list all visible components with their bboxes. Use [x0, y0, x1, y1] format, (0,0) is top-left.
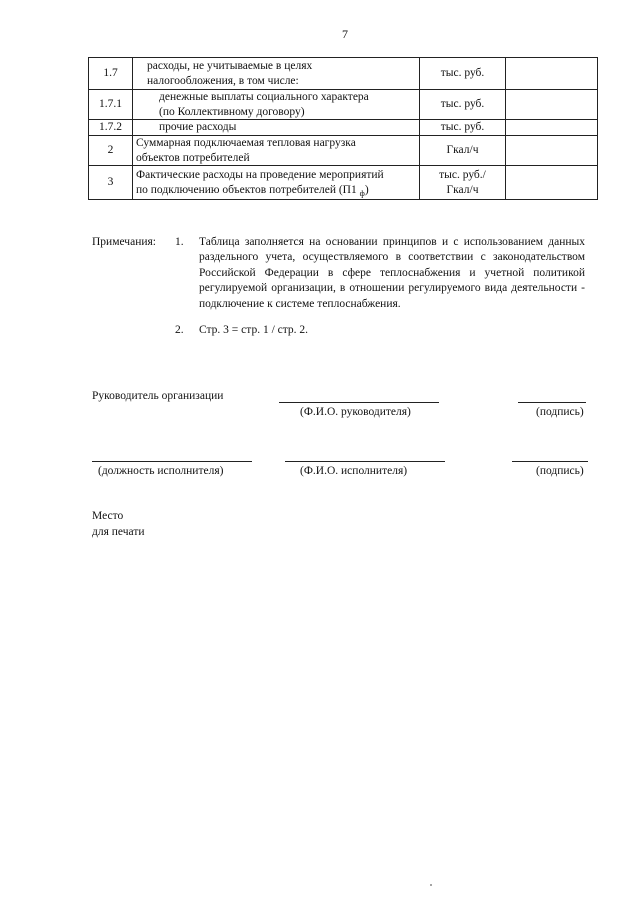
table-row [89, 90, 598, 120]
row-number: 2 [89, 136, 133, 166]
row-name: денежные выплаты социального характера (по Коллективному договору) [133, 90, 420, 120]
table-row [89, 120, 598, 136]
head-fio-line [279, 402, 439, 403]
executor-fio-line [285, 461, 445, 462]
row-name: Суммарная подключаемая тепловая нагрузка объектов потребителей [133, 136, 420, 166]
executor-fio-caption: (Ф.И.О. исполнителя) [300, 465, 408, 477]
row-name: Фактические расходы на проведение мероприятий по подключению объектов потребителей (П1 $_ф$) [133, 166, 420, 200]
row-number: 3 [89, 166, 133, 200]
note-number: 2. [175, 324, 184, 336]
head-fio-caption: (Ф.И.О. руководителя) [300, 406, 411, 418]
executor-sign-caption: (подпись) [536, 465, 584, 477]
scan-speck [430, 884, 432, 886]
row-number: 1.7.1 [89, 90, 133, 120]
table-row [89, 58, 598, 90]
row-number: 1.7.2 [89, 120, 133, 136]
table-row [89, 136, 598, 166]
head-sign-caption: (подпись) [536, 406, 584, 418]
page-number: 7 [342, 27, 348, 41]
row-value-cell [506, 120, 598, 136]
row-number: 1.7 [89, 58, 133, 90]
row-name: расходы, не учитываемые в целях налогообложения, в том числе: [133, 58, 420, 90]
row-value-cell [506, 166, 598, 200]
row-value-cell [506, 58, 598, 90]
row-unit: тыс. руб. [420, 58, 506, 90]
row-value-cell [506, 90, 598, 120]
note-number: 1. [175, 236, 184, 248]
executor-position-line [92, 461, 252, 462]
row-value-cell [506, 136, 598, 166]
head-label: Руководитель организации [92, 390, 224, 402]
stamp-place [92, 508, 145, 540]
data-table [88, 57, 598, 200]
executor-position-caption: (должность исполнителя) [98, 465, 224, 477]
head-sign-line [518, 402, 586, 403]
row-unit: тыс. руб. [420, 90, 506, 120]
table-row [89, 166, 598, 200]
row-name: прочие расходы [133, 120, 420, 136]
stamp-line: Место [92, 510, 124, 522]
executor-sign-line [512, 461, 588, 462]
note-text: Таблица заполняется на основании принципов и с использованием данных раздельного учета, осуществляемого в соответствии с законодательством Российской Федерации в сфере теплоснабжения и учетной политикой регулируемой организации, в отношении регулируемого вида деятельности - подключение к системе теплоснабжения. [199, 236, 585, 310]
row-unit: Гкал/ч [420, 136, 506, 166]
row-unit: тыс. руб./ Гкал/ч [420, 166, 506, 200]
stamp-line: для печати [92, 526, 145, 538]
note-text: Стр. 3 = стр. 1 / стр. 2. [199, 324, 309, 336]
notes-label: Примечания: [92, 236, 156, 248]
row-unit: тыс. руб. [420, 120, 506, 136]
